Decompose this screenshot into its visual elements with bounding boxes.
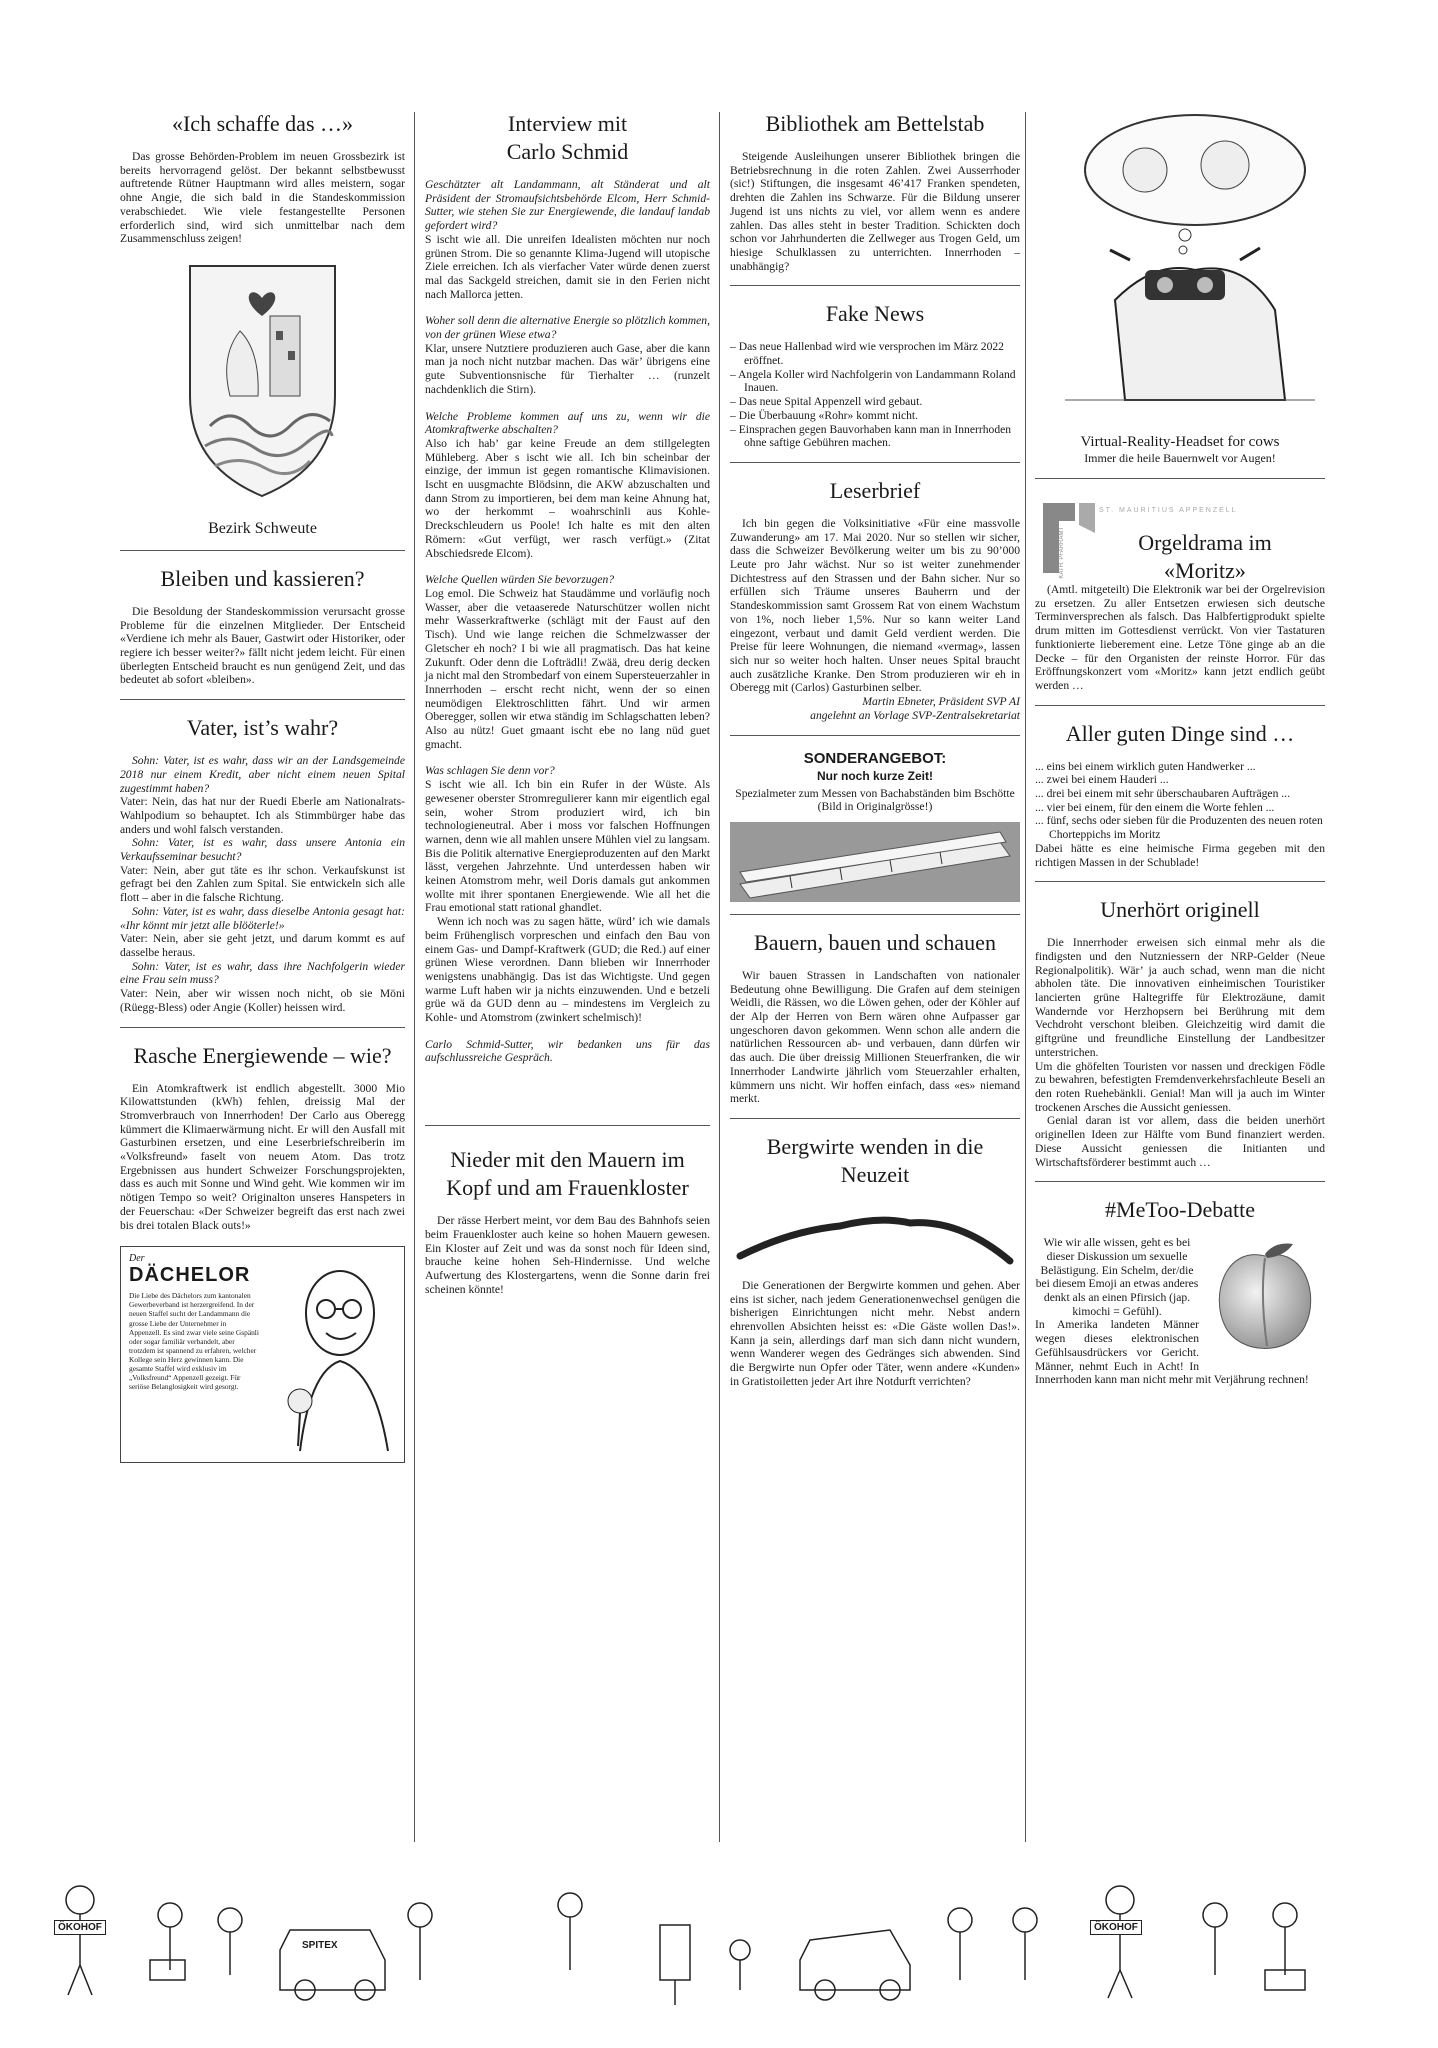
dialog-question: Sohn: Vater, ist es wahr, dass dieselbe Antonia gesagt hat: «Ihr könnt mir jetzt alle blööterle!» xyxy=(120,904,405,932)
folding-ruler-photo xyxy=(730,822,1020,902)
interview-answer: S ischt wie all. Die unreifen Idealisten möchten nur noch grünen Strom. Die so genannte Klima-Jugend will utopische Ziele erreichen. Ich als vierfacher Vater würde denen zuerst mal das Sackgeld streichen, damit sie in den Ferien nicht nach Mallorca jetten. xyxy=(425,232,710,301)
dachelor-logo: DÄCHELOR xyxy=(129,1264,251,1287)
column-rule-3 xyxy=(1025,112,1026,1842)
vr-cow-cartoon xyxy=(1035,110,1325,430)
cartoon-strip-illustrations xyxy=(40,1870,1400,2020)
sign-oekohof: ÖKOHOF xyxy=(1090,1920,1142,1935)
article-title: «Ich schaffe das …» xyxy=(171,111,354,136)
cartoon-strip xyxy=(40,1870,1400,2020)
column-2 xyxy=(425,110,710,1296)
dialog-answer: Vater: Nein, aber gut täte es ihr schon. Verkaufskunst ist gefragt bei den Zahlen zum Spital. Sie entwickeln sich alle flott – aber in die falsche Richtung. xyxy=(120,863,405,905)
interview-question: Woher soll denn die alternative Energie so plötzlich kommen, von der grünen Wiese etwa? xyxy=(425,314,710,342)
interview-question: Welche Probleme kommen auf uns zu, wenn wir die Atomkraftwerke abschalten? xyxy=(425,409,710,437)
article-text: Dabei hätte es eine heimische Firma gegeben mit den richtigen Massen in der Schublade! xyxy=(1035,841,1325,869)
divider xyxy=(120,699,405,700)
sonder-title: SONDERANGEBOT: xyxy=(803,749,947,767)
list-item: – Einsprachen gegen Bauvorhaben kann man in Innerrhoden ohne saftige Gebühren machen. xyxy=(730,422,1012,450)
interview-answer: Wenn ich noch was zu sagen hätte, würd’ ich wie damals beim Frühenglisch vorpreschen und einfach den Bau von einem Gas- und Dampf-Kraftwerk (GUD; die Red.) auf einer grünen Wiese verordnen. Dann blieben wir Innerrhoder wenigstens unabhängig. Das ist das Wichtigste. Und gegen warme Luft haben wir ja nichts einzuwenden. Und e betzeli grüe wä da GUD denn au – mindestens im Vergleich zu Kohle- und Atomstrom (zwinkert schelmisch)! xyxy=(425,915,710,1025)
divider xyxy=(730,1118,1020,1119)
article-title: Fake News xyxy=(825,301,925,327)
column-1 xyxy=(120,110,405,1463)
column-rule-2 xyxy=(719,112,720,1842)
dialog-question: Sohn: Vater, ist es wahr, dass ihre Nachfolgerin wieder eine Frau sein muss? xyxy=(120,959,405,987)
sonderangebot-box xyxy=(730,750,1020,814)
fake-news-list xyxy=(730,340,1020,450)
list-item: ... drei bei einem mit sehr überschaubaren Aufträgen ... xyxy=(1035,787,1290,801)
signature: Martin Ebneter, Präsident SVP AI xyxy=(862,695,1020,709)
dachelor-text: Die Liebe des Dächelors zum kantonalen Gewerbeverband ist herzergreifend. In der neuen Staffel sucht der Landammann die grosse Liebe der Unternehmer in Appenzell. Es sind zwar viele seine Gspänli oder sogar familiär verbandelt, aber trotzdem ist spannend zu erfahren, welcher Kollege sein Herz gewinnen kann. Die gesamte Staffel wird exklusiv im „Volksfreund“ Appenzell gezeigt. Für seriöse Belanglosigkeit wird gesorgt. xyxy=(129,1291,259,1392)
dialog-answer: Vater: Nein, aber wir wissen noch nicht, ob sie Möni (Rüegg-Bless) oder Angie (Koller) heissen wird. xyxy=(120,987,405,1014)
interview-answer: Klar, unsere Nutztiere produzieren auch Gase, aber die kann man ja noch nicht nutzbar machen. Das wär’ übrigens eine gute Subventionsnische für Tierhalter … (runzelt nachdenklich die Stirn). xyxy=(425,341,710,396)
dialog-answer: Vater: Nein, das hat nur der Ruedi Eberle am Nationalrats-Wahlpodium so behauptet. Ich als Stimmbürger habe das anders und wohl falsch verstanden. xyxy=(120,795,405,836)
divider xyxy=(1035,478,1325,479)
dachelor-label-small: Der xyxy=(129,1253,145,1265)
interview-answer: Also ich hab’ gar keine Freude an dem stillgelegten Mühleberg. Aber s ischt wie all. Ich bin scheinbar der einzige, der immun ist gegen romantische Klimavisionen. Ischt en uusgmachte Blödsinn, die AKW abzuschalten und dann Strom zu importieren, bei dem man keine Ahnung hat, wo der herkommt – woahrschinli aus Kohle-Dreckschleudern us Poole! Ich halte es mit den alten Römern: «Gut verfügt, wer rasch verfügt.» (Zitat Abschiedsrede Elcom). xyxy=(425,436,710,560)
article-text: Die Besoldung der Standeskommission verursacht grosse Probleme für die einzelnen Mitglieder. Der Entscheid «Verdiene ich mehr als Bauer, Gastwirt oder Historiker, oder regiere ich besser weiter?» fällt nicht jedem leicht. Für einen überlegten Entscheid braucht es nun genügend Zeit, und das bedeutet ab sofort «bleiben». xyxy=(120,604,405,687)
sign-oekohof: ÖKOHOF xyxy=(54,1920,106,1935)
dachelor-box xyxy=(120,1246,405,1463)
article-title: #MeToo-Debatte xyxy=(1105,1197,1255,1223)
article-title: Leserbrief xyxy=(829,477,921,503)
sign-spitex: SPITEX xyxy=(302,1940,338,1951)
article-text: Ein Atomkraftwerk ist endlich abgestellt. 3000 Mio Kilowattstunden (kWh) fehlen, dreissig Mal der Stromverbrauch von Innerrhoden! Der Carlo aus Oberegg kümmert die Klimaerwärmung nicht. Er will den Ausfall mit Gasturbinen ersetzen, und eine Leserbriefschreiberin im «Volksfreund» faselt von neuem Atom. Das trotz Ergebnissen aus hundert Schweizer Forschungsprojekten, dass es auch mit Sonne und Wind geht. Wie kommen wir im nötigen Tempo so weit? Originalton unseres Hanspeters in der Feuerschau: «Der Schweizer begreift das erst nach zwei bis drei totalen Black outs!» xyxy=(120,1081,405,1232)
divider xyxy=(730,285,1020,286)
article-title: Bergwirte wenden in die Neuzeit xyxy=(766,1133,984,1187)
divider xyxy=(730,735,1020,736)
interview-answer: S ischt wie all. Ich bin ein Rufer in der Wüste. Als gewesener oberster Stromregulierer kann mir eigentlich egal sein, woher Strom produziert wird, ich bin technologieneutral. Aber i moss vor falschen Hoffnungen warnen, denn wie all mahlen unsere Mühlen viel zu langsam. Bis die Politik alternative Energieproduzenten auf den Markt lässt, vergehen Jahrzehnte. Und unterdessen haben wir keinen Atomstrom mehr, weil Doris damals gut ankommen wollte mit ihrer spontanen Energiewende. Wie all het die Frau emotional statt rational ghandlet. xyxy=(425,778,710,915)
article-text: (Amtl. mitgeteilt) Die Elektronik war bei der Orgelrevision zu ersetzen. Zu aller Entsetzen erwiesen sich deutsche Terminversprechen als falsch. Das Halbfertigprodukt spielte drum mitten im Gottesdienst verrückt. Von vier Tastaturen funktionierte lieberement eine. Letze Töne ginge ab an die Decke – für den Organisten der reinste Horror. Für das Eröffnungskonzert vom «Moritz» kann jetzt endlich geübt werden … xyxy=(1035,583,1325,692)
peach-emoji xyxy=(1205,1236,1325,1356)
logo-top-text: ST. MAURITIUS APPENZELL xyxy=(1099,507,1238,514)
dinge-list xyxy=(1035,760,1325,842)
list-item: ... fünf, sechs oder sieben für die Produzenten des neuen roten Chorteppichs im Moritz xyxy=(1035,814,1323,842)
interview-question: Was schlagen Sie denn vor? xyxy=(425,764,555,778)
sonder-text: Spezialmeter zum Messen von Bachabständen bim Bschötte (Bild in Originalgrösse!) xyxy=(735,786,1015,814)
divider xyxy=(730,462,1020,463)
divider xyxy=(1035,1181,1325,1182)
list-item: – Die Überbauung «Rohr» kommt nicht. xyxy=(730,408,919,422)
column-rule-1 xyxy=(414,112,415,1842)
article-text: Ich bin gegen die Volksinitiative «Für eine massvolle Zuwanderung» am 17. Mai 2020. Nur so stellen wir sicher, dass die Schweizer Bevölkerung weiter um bis zu 90’000 Leute pro Jahr wächst. Nur so ist weiter zunehmender Dichtestress auf den Strassen und der Bahn sicher. Nur so erfüllen sich Träume unseres Bauherrn und der Standeskommission samt Grossem Rat von einem Wachstum von 1%, noch lieber 1,5%. Nur so kann weiter Land eingezont, verbaut und damit Geld verdient werden. Die Preise für leere Wohnungen, die niemand «vermag», lassen sich nur so weiter hoch halten. Unser neues Spital braucht auch zusätzliche Kranke. Den Strom produzieren wir eh in Oberegg mit (Carlos) Gasturbinen selber. xyxy=(730,516,1020,695)
article-title: Interview mit Carlo Schmid xyxy=(506,111,629,164)
article-text: Die Generationen der Bergwirte kommen und gehen. Aber eins ist sicher, nach jedem Generationenwechsel genügen die bisherigen Einrichtungen nicht mehr. Nebst andern ehrenvollen Absichten heisst es: «Die Gäste wollen Das!». Kann ja sein, allerdings darf man sich dann nicht wundern, wenn Wanderer wegen des Gedränges sich abwenden. Sind die Bergwirte nun Opfer oder Täter, wenn andere «Kunden» in Gratistoiletten jeder Art ihre Notdurft verrichten? xyxy=(730,1278,1020,1388)
article-text: Um die ghöfelten Touristen vor nassen und dreckigen Födle zu bewahren, befestigten Fremdenverkehrsfachleute Beseli an den roten Ruehebänkli. Genial! Man will ja auch im Winter trockenen Arsches die Aussicht geniessen. xyxy=(1035,1059,1325,1114)
article-title: Unerhört originell xyxy=(1100,897,1260,923)
image-caption: Bezirk Schweute xyxy=(208,519,317,537)
signature-note: angelehnt an Vorlage SVP-Zentralsekretariat xyxy=(810,708,1020,722)
divider xyxy=(120,1027,405,1028)
article-title: Rasche Energiewende – wie? xyxy=(133,1042,392,1068)
image-subcaption: Immer die heile Bauernwelt vor Augen! xyxy=(1084,451,1276,465)
article-text: Wir bauen Strassen in Landschaften von nationaler Bedeutung ohne Bewilligung. Die Grafen auf dem steinigen Weidli, die Rässen, wo die Löwen gehen, oder der Köhler auf der Alp der Herren von Bern wären ohne Aufpasser gar ungeschoren davon gekommen. Wenn schon alle andern die natürlichen Ressourcen ab- und verbauen, dann dürfen wir das auch. Die über dreissig Millionen Steuerfranken, die wir Innerrhoder Landwirte jährlich vom Steuerzahler erhalten, kümmern uns nicht. Wir hoffen einfach, dass «es» niemand merkt. xyxy=(730,968,1020,1106)
article-text: Die Innerrhoder erweisen sich einmal mehr als die findigsten und den Nutzniessern der NRP-Gelder (Neue Regionalpolitik). Wär’ ja auch schad, wenn man die nicht abholen täte. Die innovativen einheimischen Touristiker lancierten grüne Haltegriffe für Elektrozäune, damit Wandernde vor Herzhopsern bei Berührung mit dem Vechdroht verschont bleiben. Gleichzeitig wird damit die giftgrüne und freundliche Einstellung der Landbesitzer unterstrichen. xyxy=(1035,936,1325,1059)
divider xyxy=(1035,881,1325,882)
article-title: Aller guten Dinge sind … xyxy=(1065,720,1295,746)
article-title: Nieder mit den Mauern im Kopf und am Frauenkloster xyxy=(446,1147,689,1201)
article-text: Wie wir alle wissen, geht es bei dieser Diskussion um sexuelle Belästigung. Ein Schelm, der/die bei diesem Emoji an etwas anderes denkt als an einen Pfirsich (jap. kimochi = Gefühl). xyxy=(1035,1236,1199,1318)
mountain-silhouette xyxy=(730,1201,1020,1271)
list-item: – Angela Koller wird Nachfolgerin von Landammann Roland Inauen. xyxy=(730,367,1016,395)
divider xyxy=(120,550,405,551)
list-item: ... vier bei einem, für den einem die Worte fehlen ... xyxy=(1035,800,1275,814)
article-title: Bibliothek am Bettelstab xyxy=(765,111,985,136)
dialog-question: Sohn: Vater, ist es wahr, dass wir an der Landsgemeinde 2018 nur einem Kredit, aber nicht einem neuen Spital zugestimmt haben? xyxy=(120,754,405,795)
logo-side-text: KATH. PFARRAMT xyxy=(1059,527,1065,579)
list-item: – Das neue Hallenbad wird wie versprochen im März 2022 eröffnet. xyxy=(730,340,1004,368)
interview-question: Welche Quellen würden Sie bevorzugen? xyxy=(425,573,615,587)
interview-closing: Carlo Schmid-Sutter, wir bedanken uns für das aufschlussreiche Gespräch. xyxy=(425,1037,710,1065)
divider xyxy=(730,914,1020,915)
divider xyxy=(1035,705,1325,706)
article-title: Bauern, bauen und schauen xyxy=(754,929,996,955)
article-text: Der rässe Herbert meint, vor dem Bau des Bahnhofs seien beim Frauenkloster auch keine so hohen Mauern gewesen. Ein Kloster auf Zeit und was da sonst noch für Ideen sind, brauche keine hohen Seh-Hindernisse. Und welche Aufwertung des Klostergartens, wenn die Sonne darin frei scheinen könnte! xyxy=(425,1214,710,1296)
landammann-caricature xyxy=(260,1251,400,1456)
divider xyxy=(425,1125,710,1126)
image-caption: Virtual-Reality-Headset for cows xyxy=(1080,434,1280,450)
orgel-logo-block xyxy=(1035,493,1325,583)
article-text: Genial daran ist vor allem, dass die beiden unerhört originellen Ideen zur Hälfte vom Bund finanziert werden. Diese Aussicht geniessen die Initianten und Wirtschaftsförderer bestimmt auch … xyxy=(1035,1114,1325,1169)
dialog-answer: Vater: Nein, aber sie geht jetzt, und darum kommt es auf dasselbe heraus. xyxy=(120,932,405,959)
list-item: ... zwei bei einem Hauderi ... xyxy=(1035,773,1169,787)
column-4 xyxy=(1035,110,1325,1387)
article-title: Orgeldrama im «Moritz» xyxy=(1138,530,1272,583)
list-item: ... eins bei einem wirklich guten Handwerker ... xyxy=(1035,759,1256,773)
article-text: In Amerika landeten Männer wegen dieses elektronischen Gefühlsausdrückers vor Gericht. Männer, nehmt Euch in Acht! In Innerrhoden kann man nicht mehr mit Verjährung rechnen! xyxy=(1035,1318,1309,1387)
article-title: Vater, ist’s wahr? xyxy=(186,715,339,741)
column-3 xyxy=(730,110,1020,1389)
article-title: Bleiben und kassieren? xyxy=(160,565,365,591)
sonder-subtitle: Nur noch kurze Zeit! xyxy=(816,768,933,783)
interview-answer: Log emol. Die Schweiz hat Staudämme und vorläufig noch Wasser, aber die vetaaserede Naturschützer wollen nicht mehr Wasserkraftwerke (schlägt mit der Faust auf den Tisch). Und wie lange reichen die Schmelzwasser der Gletscher eh noch? I bi wie all pragmatisch. Das hat keine Zukunft. Oder denn die Lofträdli! Zwää, dreu derig decken ja nicht mal den Strombedarf von einem Supersteuerzahler in Innerrhoden – erscht recht nicht, wenn der so einen neumödigen Elektroschlitten fährt. Und wir armen Oberegger, sollen wir etwa ständig im Schlagschatten leben? Also au nütz! Guet gmaant ischt ebe no lang nüd guet gmacht. xyxy=(425,586,710,751)
dialog-question: Sohn: Vater, ist es wahr, dass unsere Antonia ein Verkaufsseminar besucht? xyxy=(120,836,405,864)
article-text: Steigende Ausleihungen unserer Bibliothek bringen die Betriebsrechnung in die roten Zahlen. Zwei Ausserrhoder (sic!) Stiftungen, die insgesamt 46’417 Franken spendeten, drehten die Zahlen ins Schwarze. Für die Bildung unserer Jugend ist uns nichts zu viel, vor allem wenn es andere zahlen. Das alles steht in bester Tradition. Schickten doch schon vor Jahrhunderten die Zellweger aus Trogen Geld, um hiesige Schulklassen zu unterrichten. Innerrhoden – unabhängig? xyxy=(730,150,1020,273)
article-text: Das grosse Behörden-Problem im neuen Grossbezirk ist bereits hervorragend gelöst. Der bekannt selbstbewusst auftretende Rütner Hauptmann wird alles meistern, sogar ohne Angie, die sich bald in die Standeskommission verabschiedet. Wie viele festangestellte Personen erforderlich sind, wird sich unmittelbar nach dem Zusammenschluss zeigen! xyxy=(120,150,405,246)
list-item: – Das neue Spital Appenzell wird gebaut. xyxy=(730,395,923,409)
coat-of-arms-illustration xyxy=(120,256,405,506)
interview-question: Geschätzter alt Landammann, alt Ständerat und alt Präsident der Stromaufsichtsbehörde Elcom, Herr Schmid-Sutter, wie stehen Sie zur Energiewende, die landauf landab gefordert wird? xyxy=(425,178,710,233)
church-logo xyxy=(1035,493,1095,573)
